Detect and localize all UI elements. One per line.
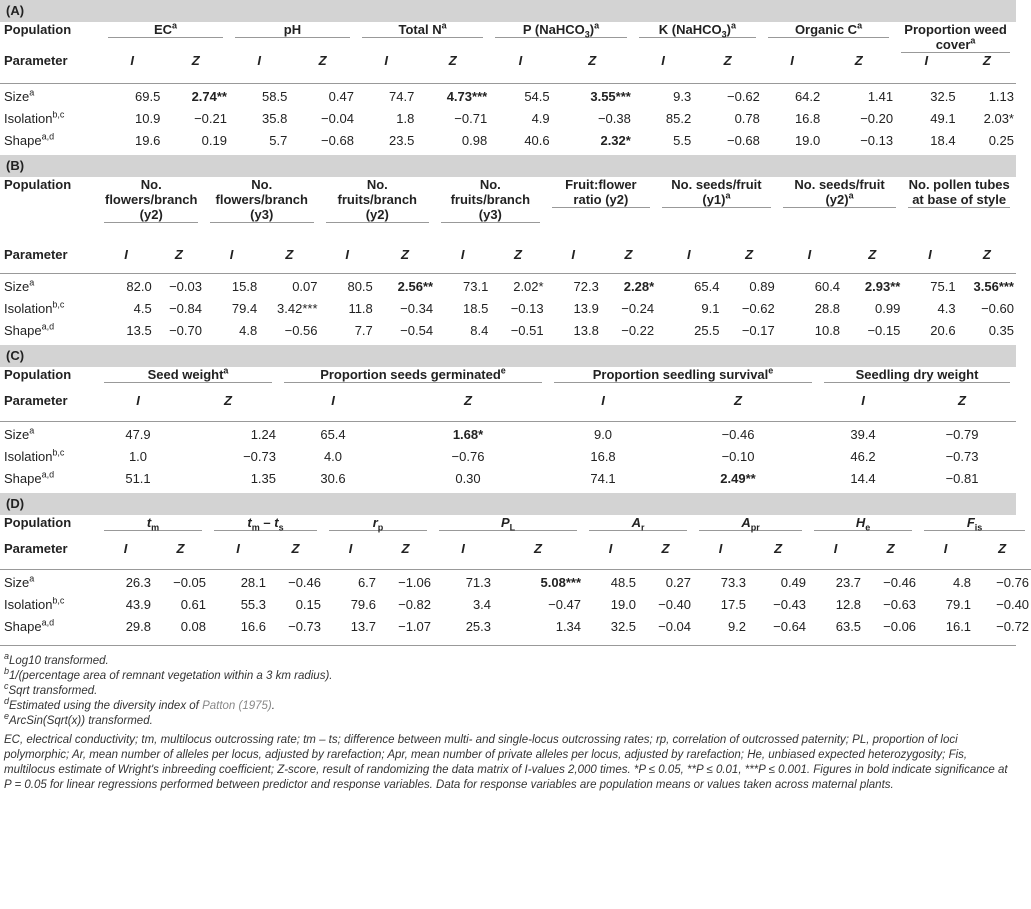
table-row: Isolation$^{b,c}$ 43.9 0.61 55.3 0.15 79.6 −0.82 3.4 −0.47 19.0 −0.40 17.5 −0.43 12.8 −0.63 79.1 −0.40 <box>4 595 1030 612</box>
section-d-header: (D) <box>0 493 1016 515</box>
population-label: Population <box>4 367 72 382</box>
section-c-header: (C) <box>0 345 1016 367</box>
table-row: Size$^a$ 69.5 2.74** 58.5 0.47 74.7 4.73*** 54.5 3.55*** 9.3 −0.62 64.2 1.41 32.5 1.13 <box>4 87 1014 104</box>
table-row: Shape$^{a,d}$ 19.6 0.19 5.7 −0.68 23.5 0.98 40.6 2.32* 5.5 −0.68 19.0 −0.13 18.4 0.25 <box>4 131 1014 148</box>
table-row: Isolation$^{b,c}$ 4.5 −0.84 79.4 3.42*** 11.8 −0.34 18.5 −0.13 13.9 −0.24 9.1 −0.62 28.8 0.99 4.3 −0.60 <box>4 299 1014 316</box>
population-label: Population <box>4 515 72 530</box>
section-d-table: Population $t_m$ $t_m - t_s$ $r_p$ $P_L$ $A_r$ $A_{pr}$ $H_e$ $F_{is}$ Parameter I Z I Z I Z I Z I Z I Z I Z I Z Size$^a$ 26.3 −0.05 28.1 −0.46 6.7 −1.06 71.3 5.08*** 48.5 0.27 73.3 0.49 23.7 −0.46 4.8 −0.76 Isolation$^{b,c}$ 43.9 0.61 55.3 0.15 79.6 −0.82 3.4 −0.47 19.0 −0.40 17.5 −0.43 12.8 −0.63 79.1 −0.40 Shape$^{a,d}$ 29.8 0.08 16.6 −0.73 13.7 −1.07 25.3 1.34 32.5 −0.04 9.2 −0.64 63.5 −0.06 16.1 −0.72 <box>0 515 1031 641</box>
section-c-table: Population Seed weight$^a$ Proportion seeds germinated$^e$ Proportion seedling survival$^e$ Seedling dry weight Parameter I Z I Z I Z I Z Size$^a$ 47.9 1.24 65.4 1.68* 9.0 −0.46 39.4 −0.79 Isolation$^{b,c}$ 1.0 −0.73 4.0 −0.76 16.8 −0.10 46.2 −0.73 Shape$^{a,d}$ 51.1 1.35 30.6 0.30 74.1 2.49** 14.4 −0.81 <box>0 367 1016 493</box>
section-b-table: Population No. flowers/branch (y2) No. flowers/branch (y3) No. fruits/branch (y2) No. fruits/branch (y3) Fruit:flower ratio (y2) No. seeds/fruit $(y1)^a$ No. seeds/fruit $(y2)^a$ No. pollen tubes at base of style Parameter I Z I Z I Z I Z I Z I Z I Z I Z Size$^a$ 82.0 −0.03 15.8 0.07 80.5 2.56** 73.1 2.02* 72.3 2.28* 65.4 0.89 60.4 2.93** 75.1 3.56*** Isolation$^{b,c}$ 4.5 −0.84 79.4 3.42*** 11.8 −0.34 18.5 −0.13 13.9 −0.24 9.1 −0.62 28.8 0.99 4.3 −0.60 Shape$^{a,d}$ 13.5 −0.70 4.8 −0.56 7.7 −0.54 8.4 −0.51 13.8 −0.22 25.5 −0.17 10.8 −0.15 20.6 0.35 <box>0 177 1016 345</box>
abbreviations-paragraph: EC, electrical conductivity; tm, multilocus outcrossing rate; tm – ts; difference between multi- and single-locus outcrossing rates; rp, correlation of outcrossed paternity; PL, proportion of loci polymorphic; Ar, mean number of alleles per locus, adjusted by rarefaction; Apr, mean number of private alleles per locus, adjusted by rarefaction; He, unbiased expected heterozygosity; Fis, multilocus estimate of Wright's inbreeding coefficient; Z-score, result of randomizing the data matrix of I-values 2,000 times. *P ≤ 0.05, **P ≤ 0.01, ***P ≤ 0.001. Figures in bold indicate significance at P = 0.05 for linear regressions performed between predictor and response variables. Data for response variables are population means or values taken across maternal plants. <box>4 734 1008 791</box>
table-row: Size$^a$ 82.0 −0.03 15.8 0.07 80.5 2.56** 73.1 2.02* 72.3 2.28* 65.4 0.89 60.4 2.93** 75.1 3.56*** <box>4 277 1014 294</box>
parameter-label: Parameter <box>0 53 102 83</box>
table-row: Shape$^{a,d}$ 29.8 0.08 16.6 −0.73 13.7 −1.07 25.3 1.34 32.5 −0.04 9.2 −0.64 63.5 −0.06 16.1 −0.72 <box>4 617 1030 634</box>
population-label: Population <box>4 22 72 37</box>
section-b-header: (B) <box>0 155 1016 177</box>
footnotes: $^a$Log10 transformed. $^b$1/(percentage area of remnant vegetation within a 3 km radius). $^c$Sqrt transformed. $^d$Estimated using the diversity index of Patton (1975). $^e$ArcSin(Sqrt(x)) transformed. EC, electrical conductivity; tm, multilocus outcrossing rate; tm – ts; difference between multi- and single-locus outcrossing rates; rp, correlation of outcrossed paternity; PL, proportion of loci polymorphic; Ar, mean number of alleles per locus, adjusted by rarefaction; Apr, mean number of private alleles per locus, adjusted by rarefaction; He, unbiased expected heterozygosity; Fis, multilocus estimate of Wright's inbreeding coefficient; Z-score, result of randomizing the data matrix of I-values 2,000 times. *P ≤ 0.05, **P ≤ 0.01, ***P ≤ 0.001. Figures in bold indicate significance at P = 0.05 for linear regressions performed between predictor and response variables. Data for response variables are population means or values taken across maternal plants. <box>0 646 1016 793</box>
table-row: Shape$^{a,d}$ 51.1 1.35 30.6 0.30 74.1 2.49** 14.4 −0.81 <box>4 469 979 486</box>
parameter-label: Parameter <box>0 393 98 421</box>
table-row: Size$^a$ 47.9 1.24 65.4 1.68* 9.0 −0.46 39.4 −0.79 <box>4 425 979 442</box>
section-a-table: Population $EC^a$ pH Total $N^a$ P (NaHCO$_3$)$^a$ K (NaHCO$_3$)$^a$ Organic $C^a$ Proportion weed cover$^a$ Parameter I Z I Z I Z I Z I Z I Z I Z Size$^a$ 69.5 2.74** 58.5 0.47 74.7 4.73*** 54.5 3.55*** 9.3 −0.62 64.2 1.41 32.5 1.13 Isolation$^{b,c}$ 10.9 −0.21 35.8 −0.04 1.8 −0.71 4.9 −0.38 85.2 0.78 16.8 −0.20 49.1 2.03* Shape$^{a,d}$ 19.6 0.19 5.7 −0.68 23.5 0.98 40.6 2.32* 5.5 −0.68 19.0 −0.13 18.4 0.25 <box>0 22 1016 155</box>
parameter-label: Parameter <box>0 541 98 569</box>
table-row: Shape$^{a,d}$ 13.5 −0.70 4.8 −0.56 7.7 −0.54 8.4 −0.51 13.8 −0.22 25.5 −0.17 10.8 −0.15 20.6 0.35 <box>4 321 1014 338</box>
table-row: Isolation$^{b,c}$ 1.0 −0.73 4.0 −0.76 16.8 −0.10 46.2 −0.73 <box>4 447 979 464</box>
parameter-label: Parameter <box>0 247 98 273</box>
table-row: Isolation$^{b,c}$ 10.9 −0.21 35.8 −0.04 1.8 −0.71 4.9 −0.38 85.2 0.78 16.8 −0.20 49.1 2.03* <box>4 109 1014 126</box>
table-row: Size$^a$ 26.3 −0.05 28.1 −0.46 6.7 −1.06 71.3 5.08*** 48.5 0.27 73.3 0.49 23.7 −0.46 4.8 −0.76 <box>4 573 1030 590</box>
population-label: Population <box>4 177 72 192</box>
patton-citation-link[interactable]: Patton (1975) <box>202 700 272 712</box>
section-a-header: (A) <box>0 0 1016 22</box>
